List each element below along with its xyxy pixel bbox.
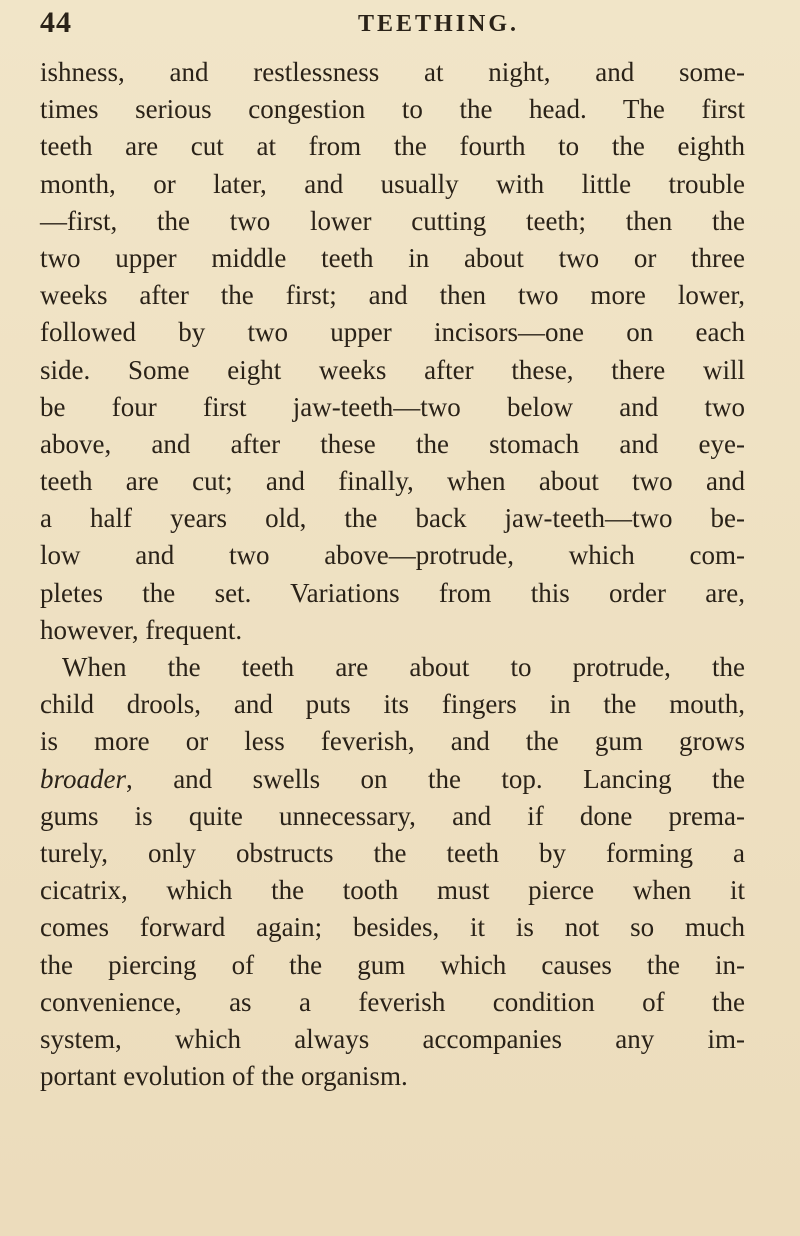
text-line: month, or later, and usually with little trouble — [40, 168, 745, 199]
text-line: teeth are cut at from the fourth to the eighth — [40, 131, 745, 162]
text-line: turely, only obstructs the teeth by forming a — [40, 837, 745, 868]
text-line: above, and after these the stomach and eye- — [40, 428, 745, 459]
text-line: —first, the two lower cutting teeth; then the — [40, 205, 745, 236]
text-line: gums is quite unnecessary, and if done prema- — [40, 800, 745, 831]
text-span: , and swells on the top. Lancing the — [126, 763, 745, 794]
text-line: cicatrix, which the tooth must pierce when it — [40, 875, 745, 906]
text-line: pletes the set. Variations from this order are, — [40, 577, 745, 608]
text-line: however, frequent. — [40, 614, 243, 645]
text-line: side. Some eight weeks after these, there will — [40, 354, 745, 385]
text-line: weeks after the first; and then two more lower, — [40, 280, 745, 311]
page-header — [40, 6, 760, 46]
text-line-mixed — [40, 761, 745, 798]
text-line: times serious congestion to the head. The first — [40, 94, 745, 125]
text-line: two upper middle teeth in about two or three — [40, 242, 745, 273]
text-line: teeth are cut; and finally, when about two and — [40, 466, 745, 497]
text-line: ishness, and restlessness at night, and some- — [40, 57, 745, 87]
body-text — [40, 54, 745, 1095]
text-line: convenience, as a feverish condition of the — [40, 986, 745, 1017]
text-line: When the teeth are about to protrude, the — [62, 652, 745, 682]
text-line: child drools, and puts its fingers in the mouth, — [40, 689, 745, 720]
page-number: 44 — [40, 6, 72, 39]
text-line: system, which always accompanies any im- — [40, 1023, 745, 1054]
text-line: is more or less feverish, and the gum grows — [40, 726, 745, 757]
text-line: be four first jaw-teeth—two below and two — [40, 391, 745, 422]
text-line: portant evolution of the organism. — [40, 1061, 408, 1092]
text-line: a half years old, the back jaw-teeth—two be- — [40, 503, 745, 534]
text-line: low and two above—protrude, which com- — [40, 540, 745, 571]
italic-word: broader — [40, 763, 126, 794]
text-line: followed by two upper incisors—one on each — [40, 317, 745, 348]
text-line: comes forward again; besides, it is not so much — [40, 912, 745, 943]
running-head: TEETHING. — [358, 11, 520, 37]
text-line: the piercing of the gum which causes the in- — [40, 949, 745, 980]
